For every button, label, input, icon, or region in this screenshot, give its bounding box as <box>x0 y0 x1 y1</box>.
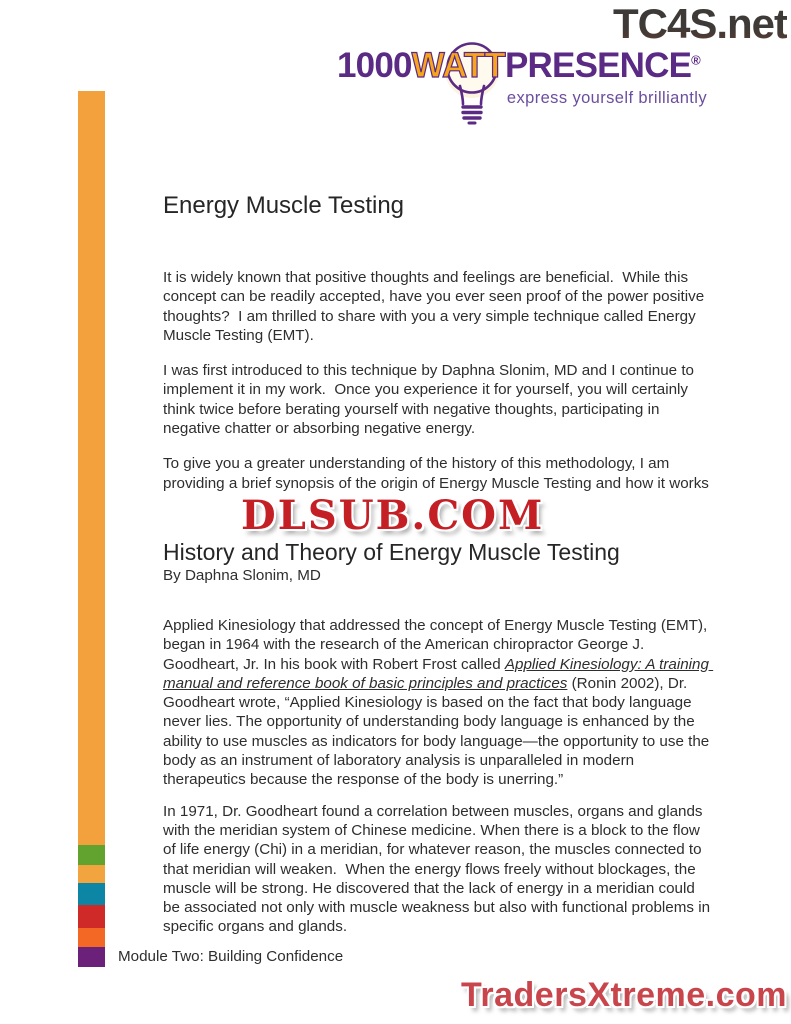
book-title: Applied Kinesiology: A training manual and reference book of basic principles and practices <box>163 655 714 692</box>
paragraph-introduced: I was first introduced to this technique by Daphna Slonim, MD and I continue to implement it in my work. Once you experience it for yourself, you will certainly think twice before berating yourself with negative thoughts, participating in negative chatter or absorbing negative energy. <box>163 362 699 438</box>
accent-bar-main <box>78 91 105 845</box>
paragraph-kinesiology-text: Applied Kinesiology that addressed the concept of Energy Muscle Testing (EMT), began in 1964 with the research of the American chiropractor George J. Goodheart, Jr. In his book with Robert Frost called <box>163 616 712 673</box>
brand-presence: PRESENCE <box>505 46 692 85</box>
module-label: Module Two: Building Confidence <box>118 948 344 965</box>
brand-logo <box>337 46 707 108</box>
brand-wordmark <box>337 46 707 86</box>
accent-bar-segment-orange <box>78 928 105 947</box>
tc4s-logo: TC4S.net <box>612 0 787 47</box>
byline: By Daphna Slonim, MD <box>163 566 321 584</box>
paragraph-intro: It is widely known that positive thoughts and feelings are beneficial. While this concept can be readily accepted, have you ever seen proof of the power positive thoughts? I am thrilled to share with you a very simple technique called Energy Muscle Testing (EMT). <box>163 269 709 344</box>
paragraph-kinesiology <box>163 616 713 790</box>
paragraph-meridians: In 1971, Dr. Goodheart found a correlation between muscles, organs and glands with the meridian system of Chinese medicine. When there is a block to the flow of life energy (Chi) in a meridian, for whatever reason, the muscles connected to that meridian will weaken. When the energy flows freely without blockages, the muscle will be strong. He discovered that the lack of energy in a meridian could be associated not only with muscle weakness but also with functional problems in specific organs and glands. <box>163 802 715 936</box>
registered-mark-icon: ® <box>691 52 701 68</box>
page-title: Energy Muscle Testing <box>163 192 405 219</box>
paragraph-history-lead: To give you a greater understanding of the history of this methodology, I am providing a brief synopsis of the origin of Energy Muscle Testing and how it works <box>163 455 709 492</box>
brand-tagline: express yourself brilliantly <box>506 89 707 107</box>
section-heading: History and Theory of Energy Muscle Testing <box>163 538 620 565</box>
tradersxtreme-logo: TradersXtreme.com <box>461 976 787 1014</box>
accent-bar-segment-amber <box>78 865 105 883</box>
document-body <box>163 190 713 953</box>
paragraph-kinesiology-quote: (Ronin 2002), Dr. Goodheart wrote, “Applied Kinesiology is based on the fact that body language never lies. The opportunity of understanding body language is enhanced by the ability to use muscles as indicators for body language—the opportunity to use the body as an instrument of laboratory analysis is unparalleled in modern therapeutics because the response of the body is unerring.” <box>163 674 714 789</box>
brand-1000: 1000 <box>337 46 412 85</box>
accent-bar-segment-red <box>78 905 105 928</box>
accent-bar-segment-green <box>78 845 105 865</box>
brand-watt: WATT <box>411 46 506 85</box>
accent-bar <box>78 91 105 967</box>
accent-bar-segment-purple <box>78 947 105 967</box>
dlsub-watermark: DLSUB.COM <box>241 491 545 539</box>
accent-bar-segment-teal <box>78 883 105 905</box>
